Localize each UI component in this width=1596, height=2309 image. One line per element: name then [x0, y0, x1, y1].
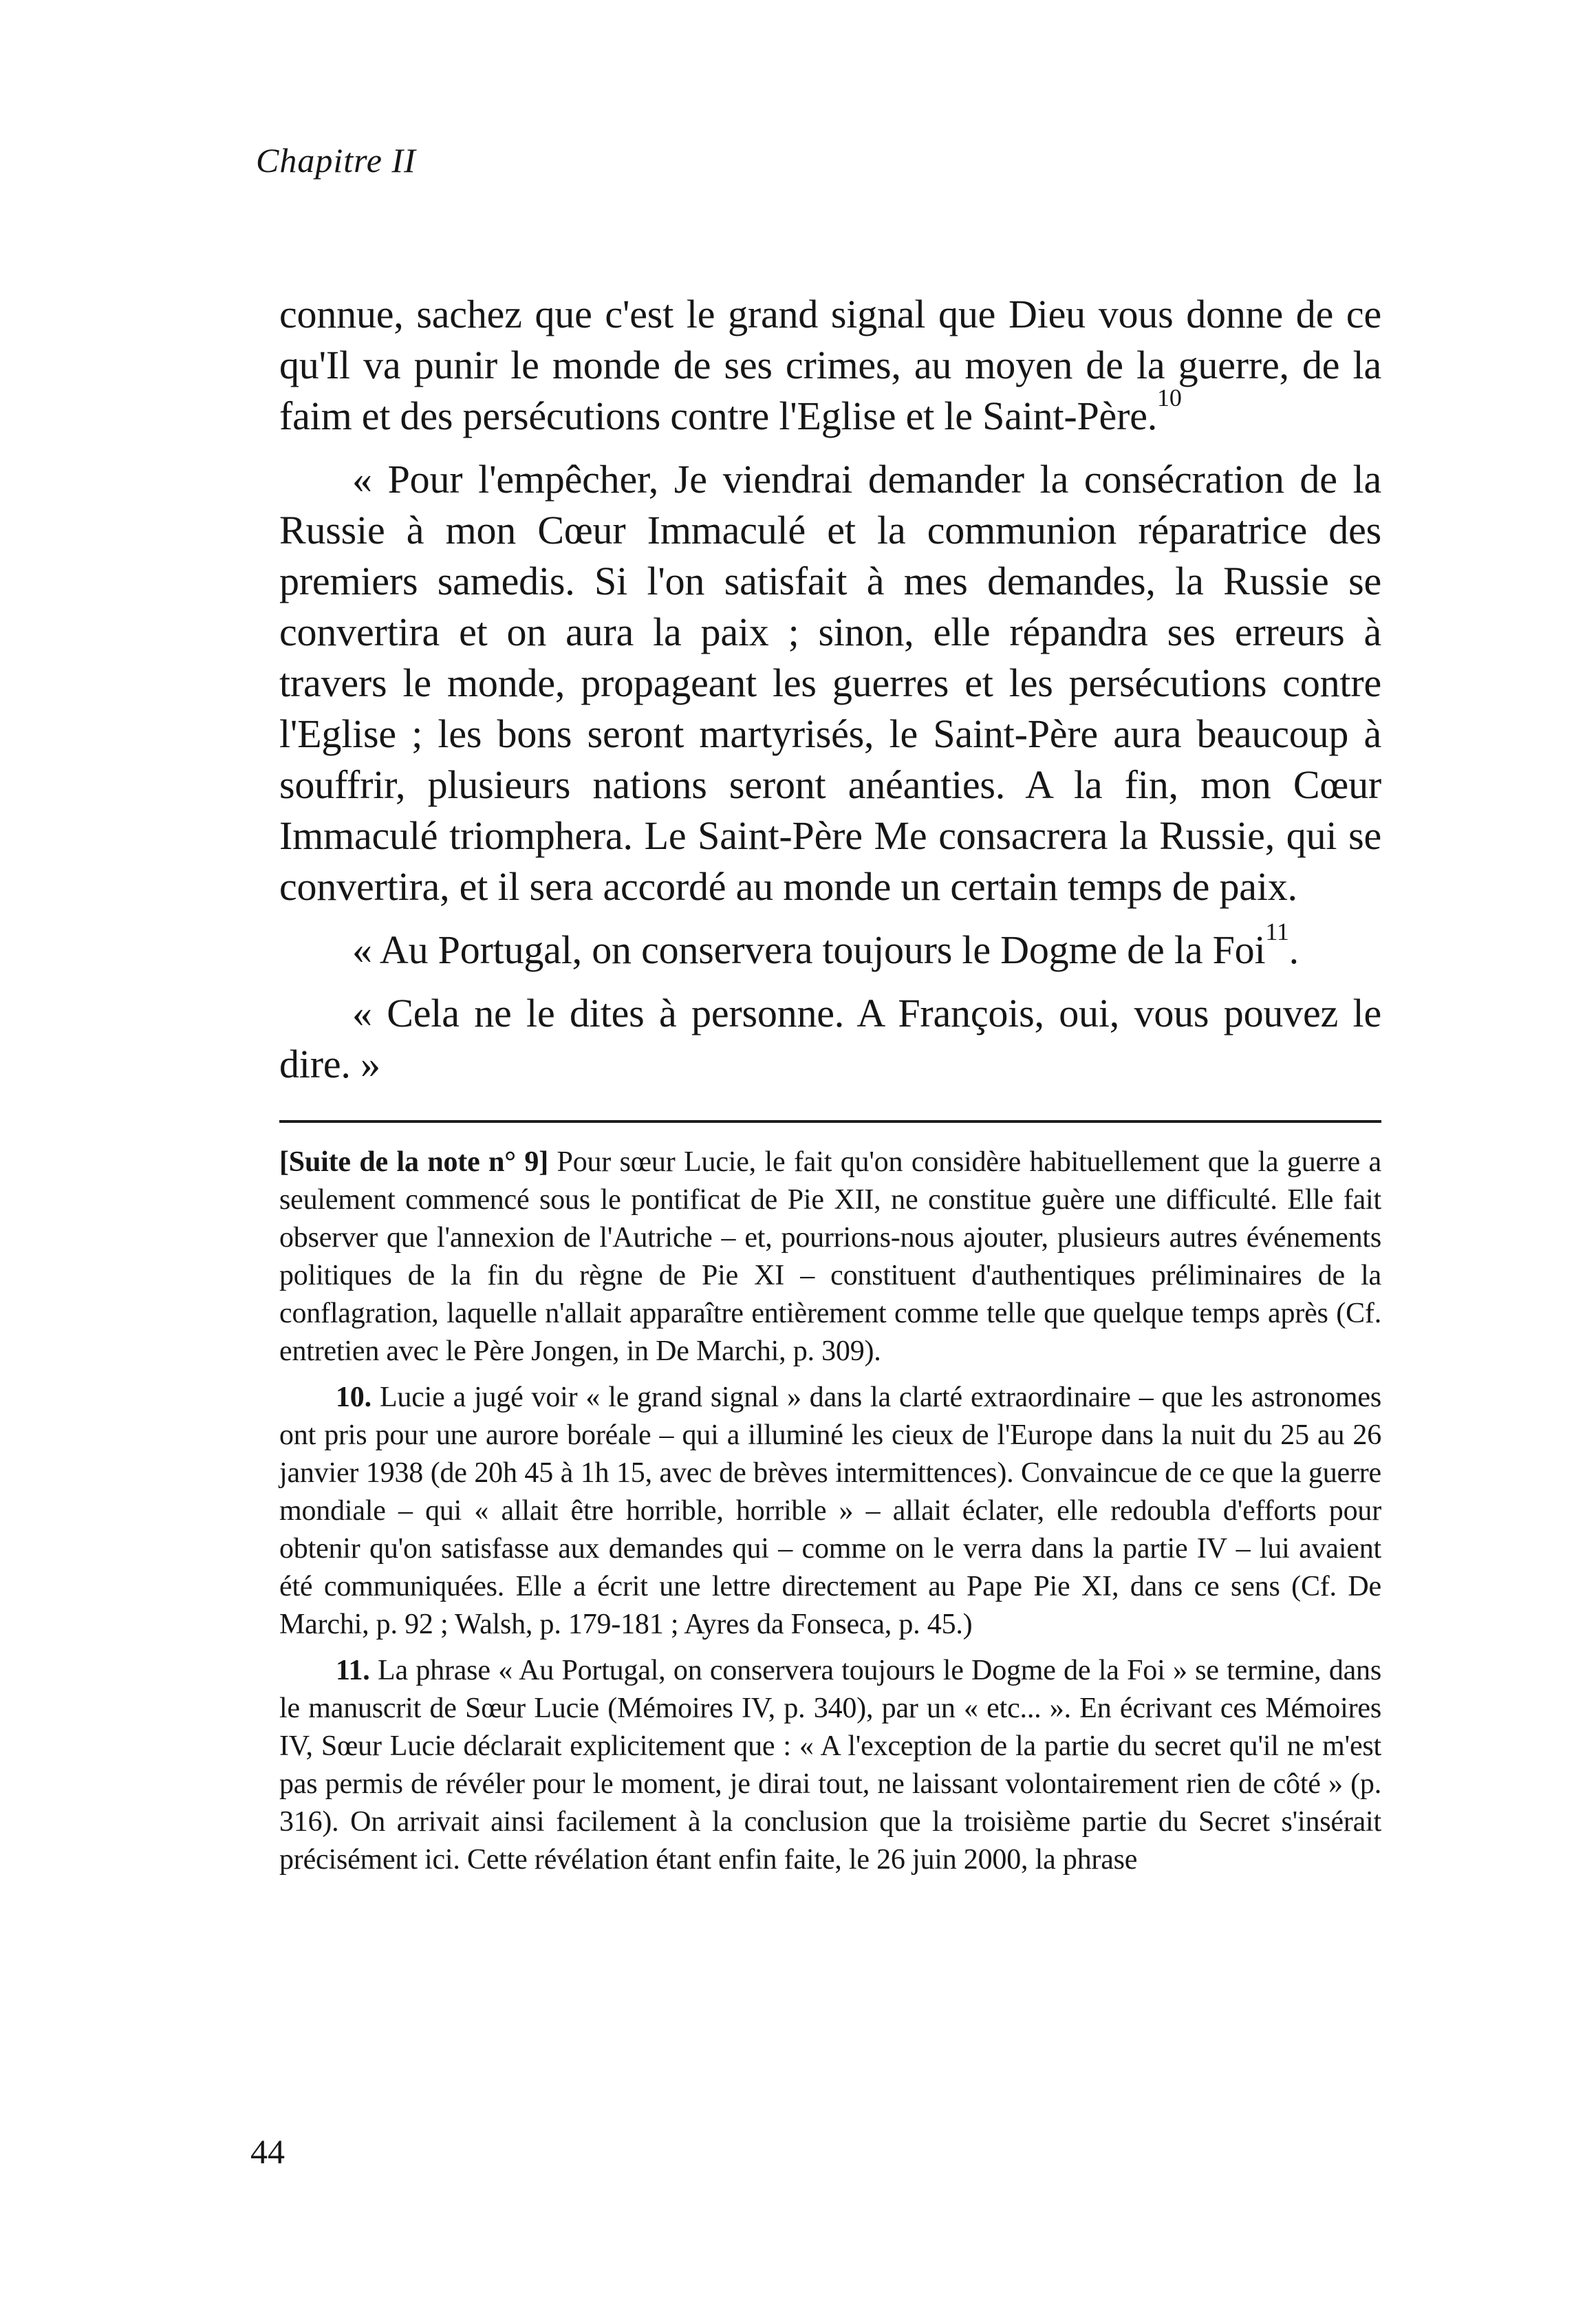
paragraph-4: « Cela ne le dites à personne. A François, oui, vous pouvez le dire. » [279, 991, 1381, 1086]
paragraph-2: « Pour l'empêcher, Je viendrai demander la consécration de la Russie à mon Cœur Immaculé et la communion réparatrice des premiers samedis. Si l'on satisfait à mes demandes, la Russie se convertira et on aura la paix ; sinon, elle répandra ses erreurs à travers le monde, propageant les guerres et les persécutions contre l'Eglise ; les bons seront martyrisés, le Saint-Père aura beaucoup à souffrir, plusieurs nations seront anéanties. A la fin, mon Cœur Immaculé triomphera. Le Saint-Père Me consacrera la Russie, qui se convertira, et il sera accordé au monde un certain temps de paix. [279, 457, 1381, 909]
paragraph-3 [279, 917, 1381, 976]
footnote-reference-10: 10 [1157, 383, 1182, 411]
paragraph-trailing-punctuation: . [1288, 927, 1299, 972]
main-text [279, 289, 1381, 1102]
footnote-text: La phrase « Au Portugal, on conservera toujours le Dogme de la Foi » se termine, dans le manuscrit de Sœur Lucie (Mémoires IV, p. 340), par un « etc... ». En écrivant ces Mémoires IV, Sœur Lucie déclarait explicitement que : « A l'exception de la partie du secret qu'il ne m'est pas permis de révéler pour le moment, je dirai tout, ne laissant volontairement rien de côté » (p. 316). On arrivait ainsi facilement à la conclusion que la troisième partie du Secret s'insérait précisément ici. Cette révélation étant enfin faite, le 26 juin 2000, la phrase [279, 1655, 1381, 1876]
footnotes [279, 1143, 1381, 1887]
page-number: 44 [250, 2132, 285, 2171]
paragraph-text: connue, sachez que c'est le grand signal que Dieu vous donne de ce qu'Il va punir le monde de ses crimes, au moyen de la guerre, de la faim et des persécutions contre l'Eglise et le Saint-Père. [279, 292, 1381, 438]
paragraph-text: « Au Portugal, on conservera toujours le Dogme de la Foi [352, 927, 1266, 972]
footnote-reference-11: 11 [1265, 917, 1289, 945]
footnote-text: Pour sœur Lucie, le fait qu'on considère habituellement que la guerre a seulement commencé sous le pontificat de Pie XII, ne constitue guère une difficulté. Elle fait observer que l'annexion de l'Autriche – et, pourrions-nous ajouter, plusieurs autres événements politiques de la fin du règne de Pie XI – constituent d'authentiques préliminaires de la conflagration, laquelle n'allait apparaître entièrement comme telle que quelque temps après (Cf. entretien avec le Père Jongen, in De Marchi, p. 309). [279, 1146, 1381, 1367]
running-header: Chapitre II [256, 141, 416, 180]
footnote-10 [279, 1379, 1381, 1644]
footnote-11 [279, 1652, 1381, 1879]
footnote-lead: [Suite de la note n° 9] [279, 1146, 548, 1178]
footnote-number: 10. [336, 1382, 371, 1413]
footnote-number: 11. [336, 1655, 370, 1686]
footnote-text: Lucie a jugé voir « le grand signal » dans la clarté extraordinaire – que les astronomes ont pris pour une aurore boréale – qui a illuminé les cieux de l'Europe dans la nuit du 25 au 26 janvier 1938 (de 20h 45 à 1h 15, avec de brèves intermittences). Convaincue de ce que la guerre mondiale – qui « allait être horrible, horrible » – allait éclater, elle redoubla d'efforts pour obtenir qu'on satisfasse aux demandes qui – comme on le verra dans la partie IV – lui avaient été communiquées. Elle a écrit une lettre directement au Pape Pie XI, dans ce sens (Cf. De Marchi, p. 92 ; Walsh, p. 179-181 ; Ayres da Fonseca, p. 45.) [279, 1382, 1381, 1640]
paragraph-1 [279, 289, 1381, 442]
footnote-separator-rule [279, 1120, 1381, 1123]
footnote-9-continued [279, 1143, 1381, 1371]
